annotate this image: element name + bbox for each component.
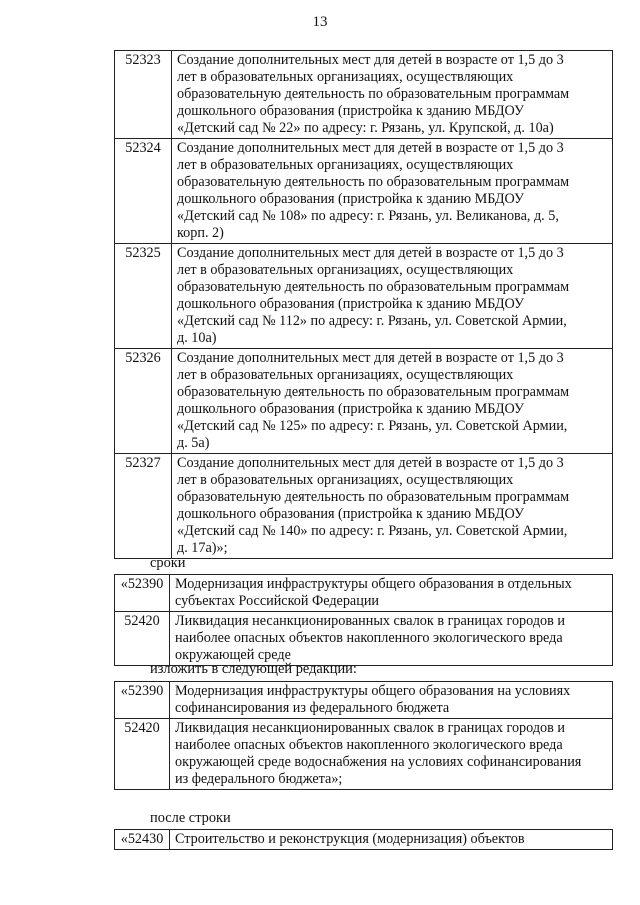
table-row <box>115 575 613 612</box>
table-row <box>115 139 613 244</box>
row-description: Создание дополнительных мест для детей в возрасте от 1,5 до 3 лет в образовательных организациях, осуществляющих образовательную деятельность по образовательным программам дошкольного образования (пристройка к зданию МБДОУ «Детский сад № 22» по адресу: г. Рязань, ул. Крупской, д. 10а) <box>172 51 613 139</box>
table-row <box>115 244 613 349</box>
table-old-lines <box>114 574 613 666</box>
table-objects-list <box>114 50 613 559</box>
row-description: Ликвидация несанкционированных свалок в границах городов и наиболее опасных объектов накопленного экологического вреда окружающей среде водоснабжения на условиях софинансирования из федерального бюджета»; <box>170 719 613 790</box>
paragraph-posle: после строки <box>150 810 231 826</box>
row-description: Создание дополнительных мест для детей в возрасте от 1,5 до 3 лет в образовательных организациях, осуществляющих образовательную деятельность по образовательным программам дошкольного образования (пристройка к зданию МБДОУ «Детский сад № 140» по адресу: г. Рязань, ул. Советской Армии, д. 17а)»; <box>172 454 613 559</box>
table-row <box>115 454 613 559</box>
row-code: 52326 <box>115 349 172 454</box>
row-description: Создание дополнительных мест для детей в возрасте от 1,5 до 3 лет в образовательных организациях, осуществляющих образовательную деятельность по образовательным программам дошкольного образования (пристройка к зданию МБДОУ «Детский сад № 108» по адресу: г. Рязань, ул. Великанова, д. 5, корп. 2) <box>172 139 613 244</box>
row-code: «52430 <box>115 830 170 850</box>
row-code: 52420 <box>115 719 170 790</box>
table-row <box>115 612 613 666</box>
table-row <box>115 349 613 454</box>
row-description: Модернизация инфраструктуры общего образования на условиях софинансирования из федерального бюджета <box>170 682 613 719</box>
row-code: 52323 <box>115 51 172 139</box>
row-description: Строительство и реконструкция (модернизация) объектов <box>170 830 613 850</box>
row-description: Создание дополнительных мест для детей в возрасте от 1,5 до 3 лет в образовательных организациях, осуществляющих образовательную деятельность по образовательным программам дошкольного образования (пристройка к зданию МБДОУ «Детский сад № 125» по адресу: г. Рязань, ул. Советской Армии, д. 5а) <box>172 349 613 454</box>
row-code: 52324 <box>115 139 172 244</box>
row-code: 52327 <box>115 454 172 559</box>
row-code: 52325 <box>115 244 172 349</box>
row-code: 52420 <box>115 612 170 666</box>
row-description: Модернизация инфраструктуры общего образования в отдельных субъектах Российской Федерации <box>170 575 613 612</box>
paragraph-srok: сроки <box>150 555 186 571</box>
row-description: Создание дополнительных мест для детей в возрасте от 1,5 до 3 лет в образовательных организациях, осуществляющих образовательную деятельность по образовательным программам дошкольного образования (пристройка к зданию МБДОУ «Детский сад № 112» по адресу: г. Рязань, ул. Советской Армии, д. 10а) <box>172 244 613 349</box>
table-new-lines <box>114 681 613 790</box>
table-row <box>115 682 613 719</box>
row-code: «52390 <box>115 575 170 612</box>
table-after-line <box>114 829 613 850</box>
row-description: Ликвидация несанкционированных свалок в границах городов и наиболее опасных объектов накопленного экологического вреда окружающей среде <box>170 612 613 666</box>
table-row <box>115 719 613 790</box>
row-code: «52390 <box>115 682 170 719</box>
table-row <box>115 51 613 139</box>
page-number: 13 <box>312 14 328 30</box>
paragraph-izlozhit: изложить в следующей редакции: <box>150 661 357 677</box>
table-row <box>115 830 613 850</box>
